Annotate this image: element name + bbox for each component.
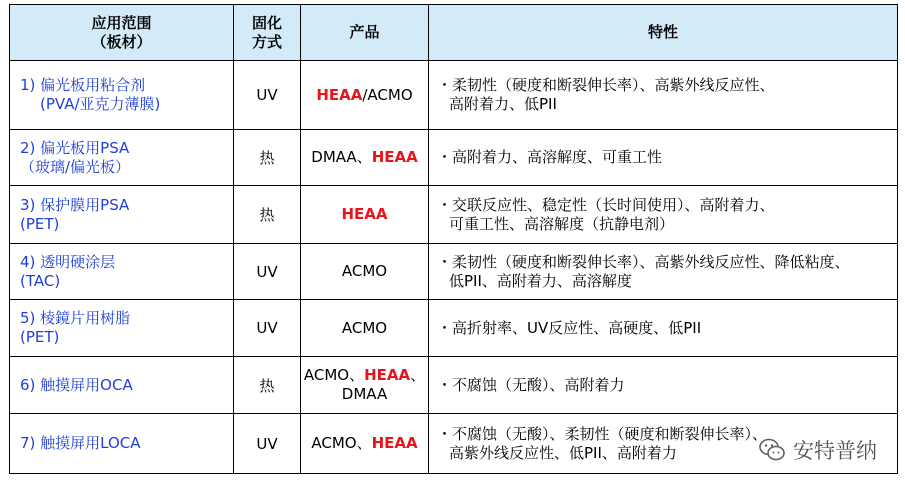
product-text: ACMO (341, 318, 388, 337)
watermark-text: 安特普纳 (793, 439, 877, 463)
product-text: DMAA (341, 385, 388, 403)
table-row (10, 300, 898, 357)
curing-cell: 热 (234, 130, 301, 186)
header-application (10, 5, 234, 61)
application-line: 7) 触摸屏用LOCA (20, 434, 141, 452)
product-text: /ACMO (362, 85, 413, 104)
application-cell (10, 300, 234, 357)
curing-cell: UV (234, 61, 301, 130)
properties-line: ・高折射率、UV反应性、高硬度、低PII (437, 318, 702, 337)
application-line: (TAC) (20, 271, 61, 290)
product-cell (301, 357, 429, 414)
header-curing-line1: 固化 (251, 13, 282, 32)
curing-cell: 热 (234, 186, 301, 244)
product-cell (301, 244, 429, 300)
application-line: 2) 偏光板用PSA (20, 138, 130, 157)
header-application-line1: 应用范围 (91, 13, 152, 32)
application-line: (PET) (20, 328, 60, 346)
properties-cell (429, 61, 898, 130)
product-highlight: HEAA (316, 85, 363, 104)
product-table (9, 4, 898, 474)
properties-line: ・柔韧性（硬度和断裂伸长率）、高紫外线反应性、降低粘度、 (437, 252, 850, 271)
properties-line: ・高附着力、高溶解度、可重工性 (437, 148, 663, 166)
product-cell (301, 130, 429, 186)
properties-line: 可重工性、高溶解度（抗静电剂） (449, 214, 675, 233)
application-line: （玻璃/偏光板） (20, 157, 131, 176)
product-cell (301, 186, 429, 244)
properties-line: 高紫外线反应性、低PII、高附着力 (449, 443, 677, 462)
product-cell (301, 414, 429, 474)
header-curing-line2: 方式 (251, 32, 282, 51)
application-cell (10, 357, 234, 414)
properties-cell (429, 186, 898, 244)
product-cell (301, 300, 429, 357)
application-line: 3) 保护膜用PSA (20, 195, 130, 214)
properties-cell (429, 130, 898, 186)
product-text: ACMO (341, 262, 388, 280)
header-curing (234, 5, 301, 61)
curing-cell: UV (234, 300, 301, 357)
table-row (10, 186, 898, 244)
application-cell (10, 186, 234, 244)
header-properties: 特性 (429, 5, 898, 61)
application-cell (10, 244, 234, 300)
application-cell (10, 61, 234, 130)
application-line: 4) 透明硬涂层 (20, 252, 116, 271)
application-line: (PVA/亚克力薄膜) (40, 95, 161, 113)
properties-line: 低PII、高附着力、高溶解度 (449, 271, 632, 290)
application-line: (PET) (20, 214, 60, 233)
properties-line: ・柔韧性（硬度和断裂伸长率）、高紫外线反应性、 (437, 76, 775, 94)
table-row (10, 357, 898, 414)
properties-line: 高附着力、低PII (449, 95, 557, 113)
curing-cell: UV (234, 244, 301, 300)
properties-cell (429, 244, 898, 300)
properties-line: ・不腐蚀（无酸）、柔韧性（硬度和断裂伸长率）、 (437, 424, 768, 443)
properties-line: ・交联反应性、稳定性（长时间使用）、高附着力、 (437, 195, 775, 214)
product-cell (301, 61, 429, 130)
product-line (301, 366, 428, 385)
application-line: 6) 触摸屏用OCA (20, 375, 133, 394)
product-highlight: HEAA (364, 366, 411, 384)
product-highlight: HEAA (371, 434, 418, 452)
product-highlight: HEAA (371, 148, 418, 166)
header-product: 产品 (301, 5, 429, 61)
application-line: 5) 棱鏡片用树脂 (20, 309, 131, 327)
curing-cell: UV (234, 414, 301, 474)
product-text: ACMO、 (311, 434, 372, 452)
properties-cell (429, 357, 898, 414)
product-highlight: HEAA (341, 205, 388, 223)
table-row (10, 130, 898, 186)
product-text: 、 (410, 366, 426, 384)
application-cell (10, 414, 234, 474)
application-cell (10, 130, 234, 186)
curing-cell: 热 (234, 357, 301, 414)
product-text: ACMO、 (303, 366, 365, 384)
product-text: DMAA、 (311, 148, 372, 166)
table-header-row (10, 5, 898, 61)
application-line: 1) 偏光板用粘合剂 (20, 76, 146, 94)
table-row (10, 61, 898, 130)
watermark (757, 432, 877, 468)
properties-line: ・不腐蚀（无酸）、高附着力 (437, 375, 625, 394)
header-application-line2: （板材） (91, 32, 152, 51)
properties-cell (429, 300, 898, 357)
wechat-icon (757, 435, 787, 465)
table-row (10, 244, 898, 300)
